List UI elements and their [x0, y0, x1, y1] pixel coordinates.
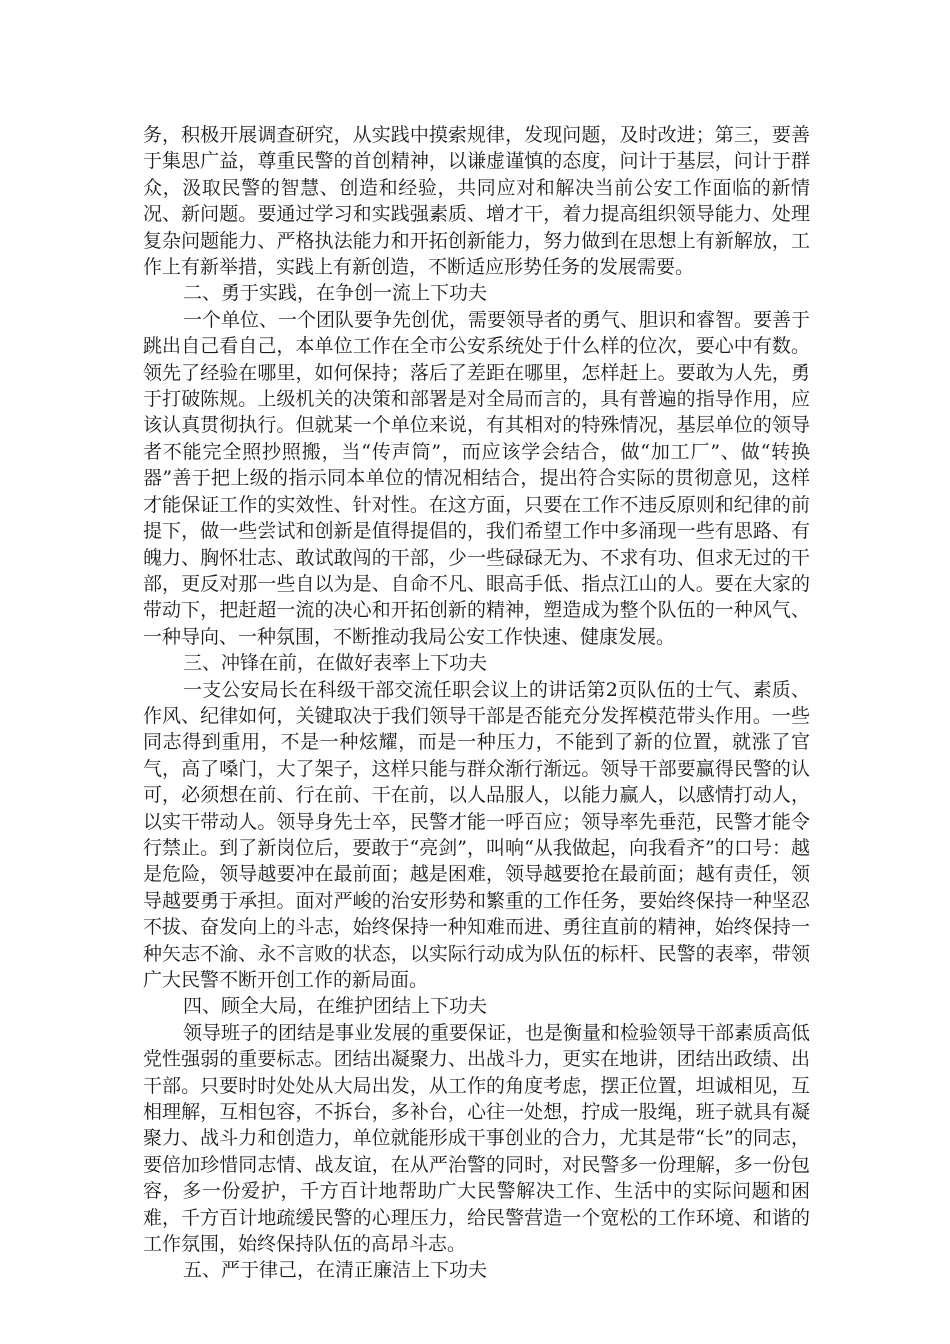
section-heading-3: 三、冲锋在前，在做好表率上下功夫: [183, 652, 488, 675]
document-page: [143, 122, 810, 1284]
paragraph-section-2: 一个单位、一个团队要争先创优，需要领导者的勇气、胆识和睿智。要善于跳出自己看自己，本单位工作在全市公安系统处于什么样的位次，要心中有数。领先了经验在哪里，如何保持；落后了差距在哪里，怎样赶上。要敢为人先，勇于打破陈规。上级机关的决策和部署是对全局而言的，具有普遍的指导作用，应该认真贯彻执行。但就某一个单位来说，有其相对的特殊情况，基层单位的领导者不能完全照抄照搬，当“传声筒”，而应该学会结合，做“加工厂”、做“转换器”善于把上级的指示同本单位的情况相结合，提出符合实际的贯彻意见，这样才能保证工作的实效性、针对性。在这方面，只要在工作不违反原则和纪律的前提下，做一些尝试和创新是值得提倡的，我们希望工作中多涌现一些有思路、有魄力、胸怀壮志、敢试敢闯的干部，少一些碌碌无为、不求有功、但求无过的干部，更反对那一些自以为是、自命不凡、眼高手低、指点江山的人。要在大家的带动下，把赶超一流的决心和开拓创新的精神，塑造成为整个队伍的一种风气、一种导向、一种氛围，不断推动我局公安工作快速、健康发展。: [143, 308, 811, 648]
section-heading-4: 四、顾全大局，在维护团结上下功夫: [183, 995, 488, 1018]
paragraph-section-3: 一支公安局长在科级干部交流任职会议上的讲话第2页队伍的士气、素质、作风、纪律如何，关键取决于我们领导干部是否能充分发挥模范带头作用。一些同志得到重用，不是一种炫耀，而是一种压力，不能到了新的位置，就涨了官气，高了嗓门，大了架子，这样只能与群众渐行渐远。领导干部要赢得民警的认可，必须想在前、行在前、干在前，以人品服人，以能力赢人，以感情打动人，以实干带动人。领导身先士卒，民警才能一呼百应；领导率先垂范，民警才能令行禁止。到了新岗位后，要敢于“亮剑”，叫响“从我做起，向我看齐”的口号：越是危险，领导越要冲在最前面；越是困难，领导越要抢在最前面；越有责任，领导越要勇于承担。面对严峻的治安形势和繁重的工作任务，要始终保持一种坚忍不拔、奋发向上的斗志，始终保持一种知难而进、勇往直前的精神，始终保持一种矢志不渝、永不言败的状态，以实际行动成为队伍的标杆、民警的表率，带领广大民警不断开创工作的新局面。: [143, 678, 810, 991]
paragraph-section-4: 领导班子的团结是事业发展的重要保证，也是衡量和检验领导干部素质高低党性强弱的重要标志。团结出凝聚力、出战斗力，更实在地讲，团结出政绩、出干部。只要时时处处从大局出发，从工作的角度考虑，摆正位置，坦诚相见，互相理解，互相包容，不拆台，多补台，心往一处想，拧成一股绳，班子就具有凝聚力、战斗力和创造力，单位就能形成干事创业的合力，尤其是带“长”的同志，要倍加珍惜同志情、战友谊，在从严治警的同时，对民警多一份理解，多一份包容，多一份爱护，千方百计地帮助广大民警解决工作、生活中的实际问题和困难，千方百计地疏缓民警的心理压力，给民警营造一个宽松的工作环境、和谐的工作氛围，始终保持队伍的高昂斗志。: [143, 1021, 811, 1256]
section-heading-2: 二、勇于实践，在争创一流上下功夫: [183, 282, 488, 305]
section-heading-5: 五、严于律己，在清正廉洁上下功夫: [183, 1259, 488, 1282]
paragraph-continuation: 务，积极开展调查研究，从实践中摸索规律，发现问题，及时改进；第三，要善于集思广益，尊重民警的首创精神，以谦虚谨慎的态度，问计于基层，问计于群众，汲取民警的智慧、创造和经验，共同应对和解决当前公安工作面临的新情况、新问题。要通过学习和实践强素质、增才干，着力提高组织领导能力、处理复杂问题能力、严格执法能力和开拓创新能力，努力做到在思想上有新解放，工作上有新举措，实践上有新创造，不断适应形势任务的发展需要。: [143, 124, 810, 279]
